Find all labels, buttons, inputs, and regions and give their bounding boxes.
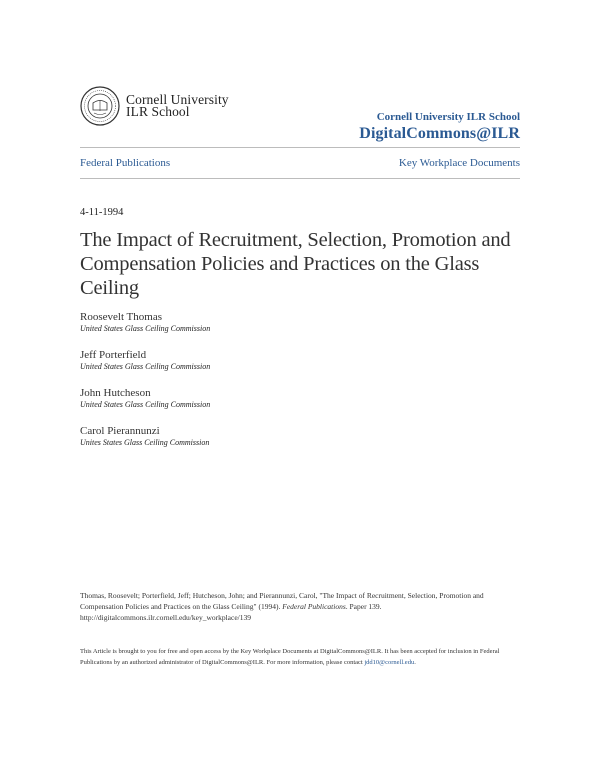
author-affiliation: United States Glass Ceiling Commission [80, 400, 211, 409]
cornell-logo[interactable] [80, 86, 229, 126]
author-block [80, 311, 210, 334]
bottom-divider [80, 178, 520, 179]
author-name: Roosevelt Thomas [80, 311, 162, 323]
citation-paper: . Paper 139. [345, 602, 382, 611]
author-affiliation: United States Glass Ceiling Commission [80, 324, 211, 333]
dc-site-title: DigitalCommons@ILR [359, 125, 520, 142]
access-notice [80, 646, 525, 668]
author-block [80, 387, 210, 410]
ilr-school-text: ILR School [126, 104, 190, 119]
author-affiliation: United States Glass Ceiling Commission [80, 362, 211, 371]
cornell-seal-icon [80, 86, 120, 126]
citation-text: Thomas, Roosevelt; Porterfield, Jeff; Hutcheson, John; and Pierannunzi, Carol, "The Impact of Recruitment, Selection, Promotion and Compensation Policies and Practices on the Glass Ceiling" (1994). [80, 591, 484, 611]
author-block [80, 349, 210, 372]
cornell-wordmark [126, 94, 229, 118]
author-affiliation: Unites States Glass Ceiling Commission [80, 438, 210, 447]
citation-journal: Federal Publications [282, 602, 346, 611]
top-divider [80, 147, 520, 148]
cornell-university-text: Cornell University [126, 92, 229, 107]
contact-email-link[interactable]: jdd10@cornell.edu [364, 659, 415, 666]
key-workplace-documents-link[interactable]: Key Workplace Documents [398, 157, 520, 169]
author-name: Carol Pierannunzi [80, 425, 160, 437]
recommended-citation [80, 590, 525, 623]
document-title: The Impact of Recruitment, Selection, Promotion and Compensation Policies and Practices on the Glass Ceiling [80, 229, 511, 299]
citation-url[interactable]: http://digitalcommons.ilr.cornell.edu/key_workplace/139 [80, 613, 252, 622]
publication-date: 4-11-1994 [80, 207, 124, 218]
author-block [80, 425, 209, 448]
dc-school-name: Cornell University ILR School [376, 111, 520, 123]
digitalcommons-header[interactable] [359, 111, 520, 143]
author-name: John Hutcheson [80, 387, 151, 399]
notice-end: . [414, 659, 416, 666]
author-name: Jeff Porterfield [80, 349, 147, 361]
notice-text: This Article is brought to you for free and open access by the Key Workplace Documents at DigitalCommons@ILR. It has been accepted for inclusion in Federal Publications by an authorized administrator of DigitalCommons@ILR. For more information, please contact [80, 648, 500, 666]
federal-publications-link[interactable]: Federal Publications [80, 157, 171, 169]
